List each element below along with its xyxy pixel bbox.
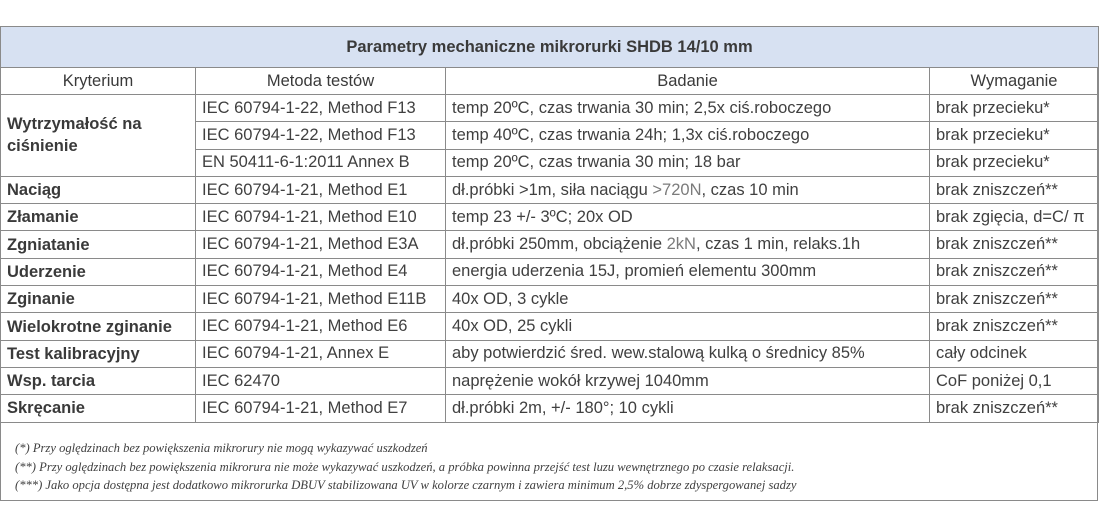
method-cell: IEC 60794-1-21, Method E4 bbox=[196, 258, 446, 285]
test-cell: energia uderzenia 15J, promień elementu 300mm bbox=[446, 258, 930, 285]
column-header-criterion: Kryterium bbox=[1, 68, 196, 95]
requirement-cell: brak przecieku* bbox=[930, 95, 1099, 122]
test-cell bbox=[446, 176, 930, 203]
method-cell: IEC 60794-1-22, Method F13 bbox=[196, 122, 446, 149]
footnote: (*) Przy oględzinach bez powiększenia mikrorury nie mogą wykazywać uszkodzeń bbox=[15, 441, 428, 455]
table-row bbox=[1, 231, 1099, 258]
table-title: Parametry mechaniczne mikrorurki SHDB 14/10 mm bbox=[1, 27, 1099, 68]
test-cell: 40x OD, 3 cykle bbox=[446, 286, 930, 313]
requirement-cell: CoF poniżej 0,1 bbox=[930, 367, 1099, 394]
requirement-cell: brak przecieku* bbox=[930, 122, 1099, 149]
method-cell: IEC 60794-1-22, Method F13 bbox=[196, 95, 446, 122]
criterion-cell: Naciąg bbox=[1, 176, 196, 203]
mechanical-parameters-table bbox=[0, 26, 1099, 423]
criterion-cell: Zgniatanie bbox=[1, 231, 196, 258]
test-text: dł.próbki >1m, siła naciągu bbox=[452, 180, 653, 199]
method-cell: IEC 62470 bbox=[196, 367, 446, 394]
criterion-cell: Wielokrotne zginanie bbox=[1, 313, 196, 340]
test-cell bbox=[446, 231, 930, 258]
test-highlight: 2kN bbox=[666, 235, 696, 254]
spec-table-card bbox=[0, 26, 1098, 501]
table-body bbox=[1, 95, 1099, 423]
table-row bbox=[1, 367, 1099, 394]
test-highlight: >720N bbox=[652, 180, 702, 199]
method-cell: IEC 60794-1-21, Method E6 bbox=[196, 313, 446, 340]
footnotes bbox=[15, 439, 796, 495]
criterion-cell: Uderzenie bbox=[1, 258, 196, 285]
criterion-cell: Złamanie bbox=[1, 204, 196, 231]
test-cell: temp 23 +/- 3ºC; 20x OD bbox=[446, 204, 930, 231]
table-row bbox=[1, 176, 1099, 203]
table-row bbox=[1, 95, 1099, 122]
requirement-cell: brak zniszczeń** bbox=[930, 258, 1099, 285]
requirement-cell: brak zniszczeń** bbox=[930, 176, 1099, 203]
method-cell: IEC 60794-1-21, Annex E bbox=[196, 340, 446, 367]
table-row bbox=[1, 204, 1099, 231]
requirement-cell: brak zniszczeń** bbox=[930, 395, 1099, 422]
table-row bbox=[1, 395, 1099, 422]
test-cell: 40x OD, 25 cykli bbox=[446, 313, 930, 340]
test-cell: aby potwierdzić śred. wew.stalową kulką o średnicy 85% bbox=[446, 340, 930, 367]
method-cell: IEC 60794-1-21, Method E1 bbox=[196, 176, 446, 203]
footnote: (***) Jako opcja dostępna jest dodatkowo mikrorurka DBUV stabilizowana UV w kolorze czarnym i zawiera minimum 2,5% dobrze zdyspergowanej sadzy bbox=[15, 478, 797, 492]
requirement-cell: brak przecieku* bbox=[930, 149, 1099, 176]
test-cell: dł.próbki 2m, +/- 180°; 10 cykli bbox=[446, 395, 930, 422]
requirement-cell: brak zgięcia, d=C/ π bbox=[930, 204, 1099, 231]
test-text: , czas 1 min, relaks.1h bbox=[695, 235, 861, 254]
table-row bbox=[1, 286, 1099, 313]
column-header-test: Badanie bbox=[446, 68, 930, 95]
table-row bbox=[1, 258, 1099, 285]
criterion-cell: Zginanie bbox=[1, 286, 196, 313]
criterion-cell: Wsp. tarcia bbox=[1, 367, 196, 394]
test-cell: temp 40ºC, czas trwania 24h; 1,3x ciś.roboczego bbox=[446, 122, 930, 149]
test-text: dł.próbki 250mm, obciążenie bbox=[452, 235, 667, 254]
table-row bbox=[1, 313, 1099, 340]
criterion-cell: Wytrzymałość na ciśnienie bbox=[1, 95, 196, 177]
test-text: , czas 10 min bbox=[701, 180, 799, 199]
table-row bbox=[1, 340, 1099, 367]
test-cell: naprężenie wokół krzywej 1040mm bbox=[446, 367, 930, 394]
method-cell: IEC 60794-1-21, Method E3A bbox=[196, 231, 446, 258]
requirement-cell: brak zniszczeń** bbox=[930, 286, 1099, 313]
requirement-cell: cały odcinek bbox=[930, 340, 1099, 367]
method-cell: IEC 60794-1-21, Method E7 bbox=[196, 395, 446, 422]
requirement-cell: brak zniszczeń** bbox=[930, 231, 1099, 258]
criterion-cell: Test kalibracyjny bbox=[1, 340, 196, 367]
method-cell: IEC 60794-1-21, Method E11B bbox=[196, 286, 446, 313]
method-cell: IEC 60794-1-21, Method E10 bbox=[196, 204, 446, 231]
requirement-cell: brak zniszczeń** bbox=[930, 313, 1099, 340]
criterion-cell: Skręcanie bbox=[1, 395, 196, 422]
test-cell: temp 20ºC, czas trwania 30 min; 2,5x ciś.roboczego bbox=[446, 95, 930, 122]
column-header-method: Metoda testów bbox=[196, 68, 446, 95]
footnote: (**) Przy oględzinach bez powiększenia mikrorura nie może wykazywać uszkodzeń, a próbka powinna przejść test luzu wewnętrznego po czasie relaksacji. bbox=[15, 459, 795, 474]
method-cell: EN 50411-6-1:2011 Annex B bbox=[196, 149, 446, 176]
column-header-requirement: Wymaganie bbox=[930, 68, 1099, 95]
test-cell: temp 20ºC, czas trwania 30 min; 18 bar bbox=[446, 149, 930, 176]
